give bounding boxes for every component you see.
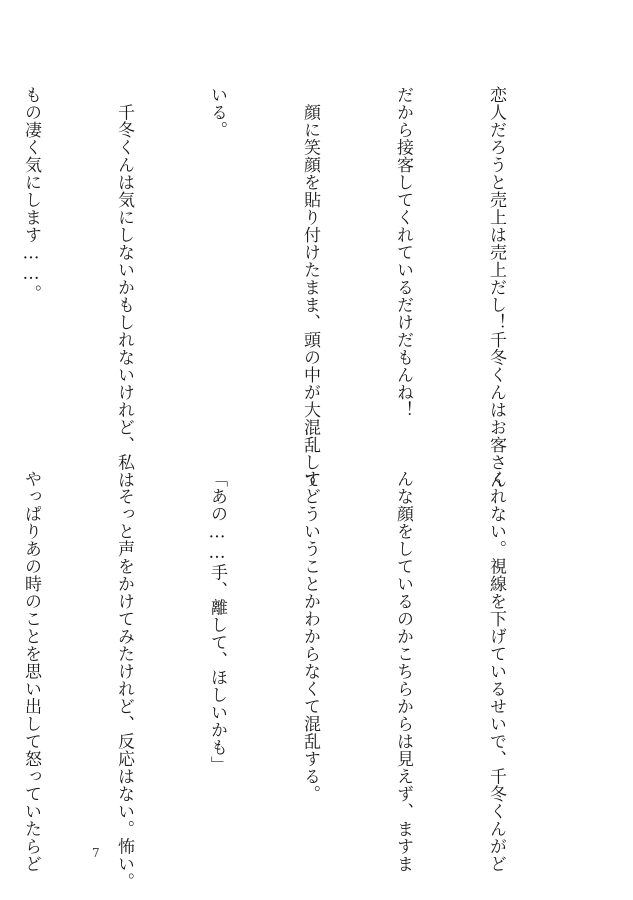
text-block-lower xyxy=(21,470,573,890)
text-line: くれない。視線を下げているせいで、千冬くんがど xyxy=(486,470,506,873)
text-line: だから接客してくれているだけだもんね！ xyxy=(393,86,413,419)
text-line: そっと声をかけてみたけれど、反応はない。怖い。 xyxy=(114,470,134,890)
text-line: いる。 xyxy=(207,86,227,139)
text-line: すどういうことかわからなくて混乱する。 xyxy=(300,470,320,803)
text-line: 千冬くんは気にしないかもしれないけれど、私は xyxy=(114,86,134,489)
text-line: もの凄く気にします……。 xyxy=(21,86,41,302)
text-line: んな顔をしているのかこちらからは見えず、ますま xyxy=(393,470,413,873)
text-block-upper xyxy=(21,86,573,489)
page-number: 7 xyxy=(92,846,100,860)
text-line: やっぱりあの時のことを思い出して怒っていたらど xyxy=(21,470,41,873)
text-line: 恋人だろうと売上は売上だし！千冬くんはお客さん xyxy=(486,86,506,489)
text-line: 顔に笑顔を貼り付けたまま、頭の中が大混乱して xyxy=(300,86,320,489)
text-line: 「あの……手、離して、ほしいかも」 xyxy=(207,470,227,774)
